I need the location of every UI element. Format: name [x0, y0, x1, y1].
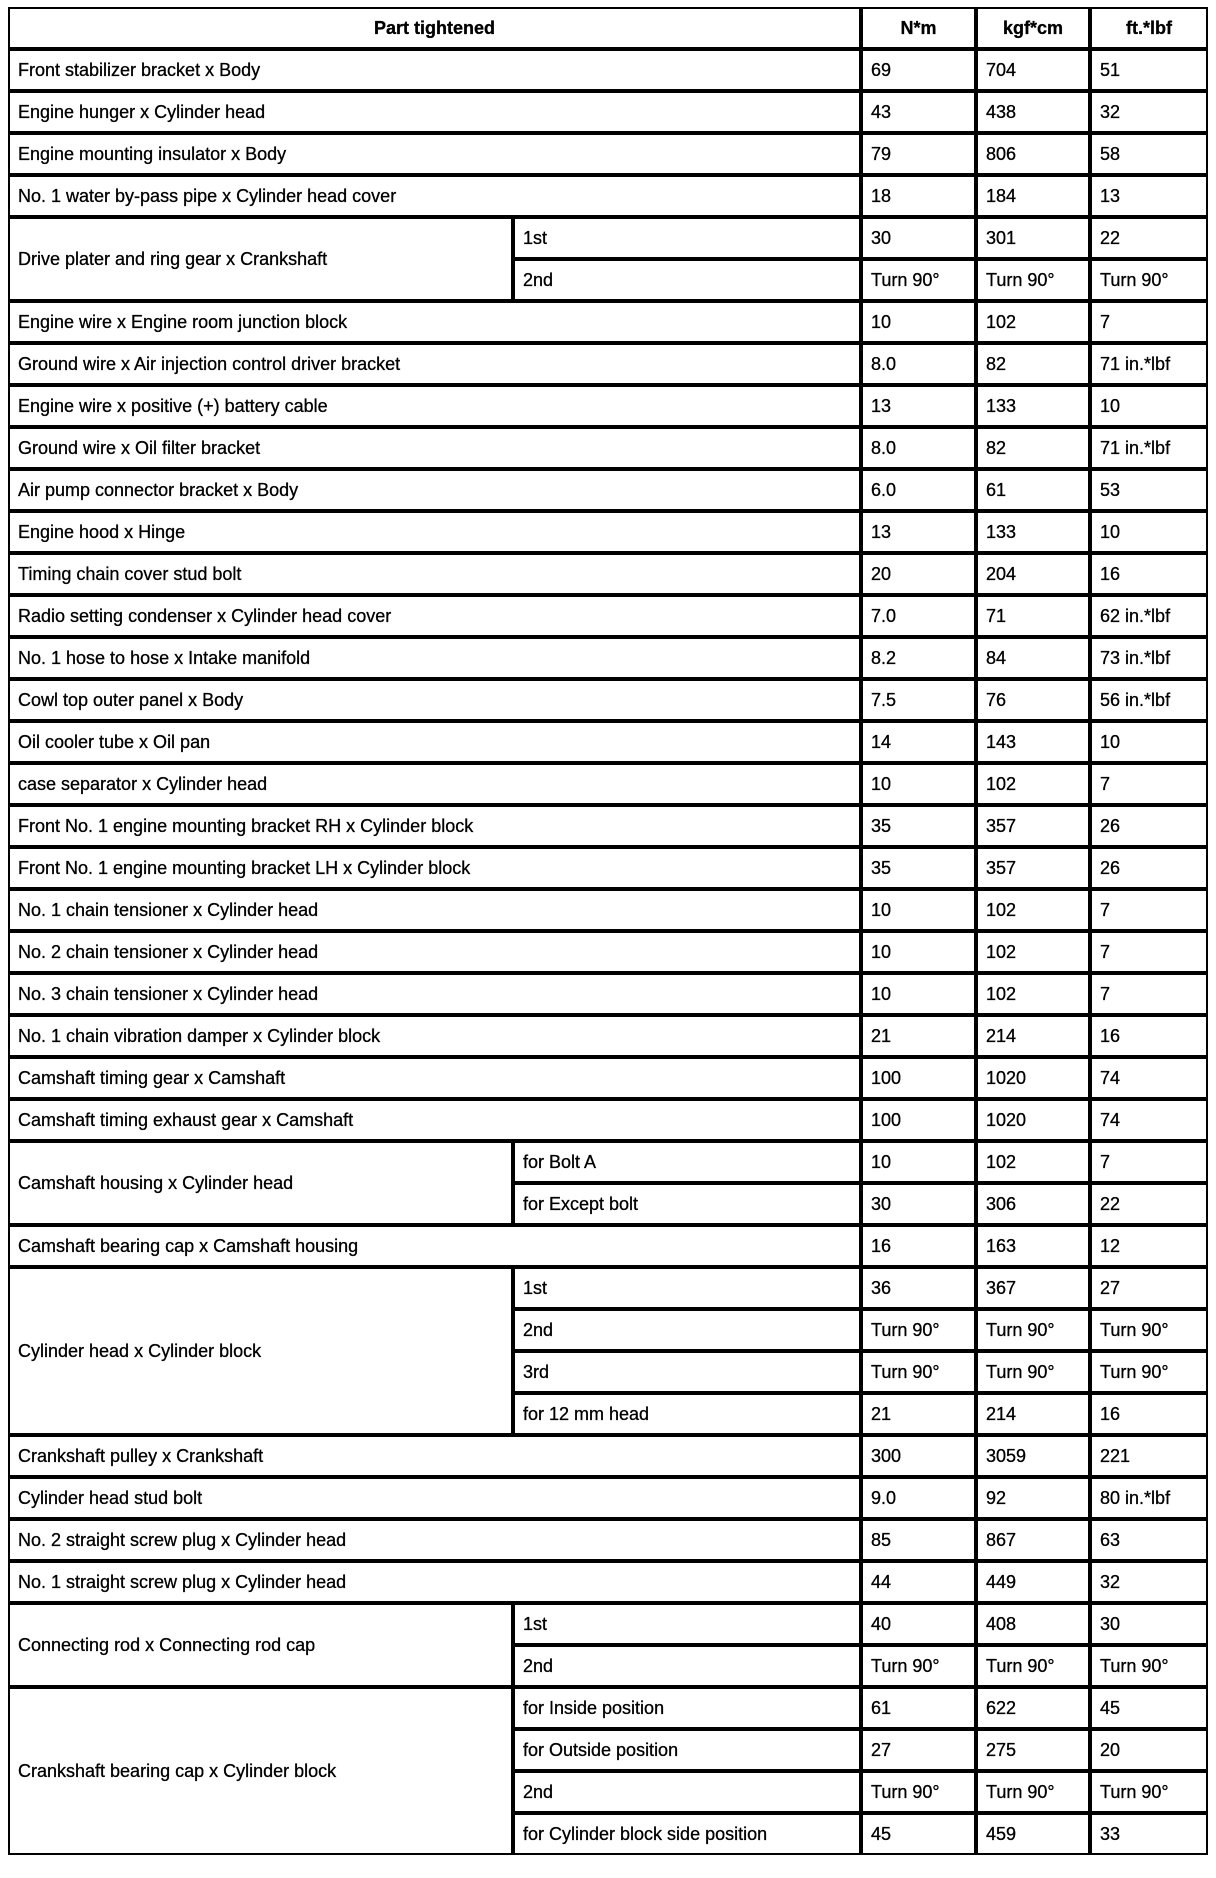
table-row	[8, 1561, 1208, 1603]
kgfcm-value-cell: 82	[976, 427, 1090, 469]
nm-value-cell: 27	[861, 1729, 976, 1771]
nm-value-cell: 18	[861, 175, 976, 217]
part-name-cell: Cylinder head x Cylinder block	[8, 1267, 513, 1435]
kgfcm-value-cell: 408	[976, 1603, 1090, 1645]
table-row	[8, 1267, 1208, 1309]
nm-value-cell: 69	[861, 49, 976, 91]
kgfcm-value-cell: 214	[976, 1393, 1090, 1435]
ftlbf-value-cell: 22	[1090, 217, 1208, 259]
part-name-cell: No. 1 straight screw plug x Cylinder head	[8, 1561, 861, 1603]
kgfcm-value-cell: 204	[976, 553, 1090, 595]
ftlbf-value-cell: Turn 90°	[1090, 1771, 1208, 1813]
part-name-cell: Front stabilizer bracket x Body	[8, 49, 861, 91]
part-name-cell: Cowl top outer panel x Body	[8, 679, 861, 721]
table-row	[8, 175, 1208, 217]
nm-value-cell: 43	[861, 91, 976, 133]
table-row	[8, 1015, 1208, 1057]
part-name-cell: Camshaft bearing cap x Camshaft housing	[8, 1225, 861, 1267]
nm-value-cell: 14	[861, 721, 976, 763]
ftlbf-value-cell: 16	[1090, 1393, 1208, 1435]
part-name-cell: Camshaft timing exhaust gear x Camshaft	[8, 1099, 861, 1141]
kgfcm-value-cell: 163	[976, 1225, 1090, 1267]
part-name-cell: No. 2 straight screw plug x Cylinder head	[8, 1519, 861, 1561]
part-name-cell: No. 1 chain vibration damper x Cylinder block	[8, 1015, 861, 1057]
kgfcm-value-cell: 92	[976, 1477, 1090, 1519]
ftlbf-value-cell: 32	[1090, 1561, 1208, 1603]
table-row	[8, 889, 1208, 931]
kgfcm-value-cell: Turn 90°	[976, 1771, 1090, 1813]
stage-cell: for Except bolt	[513, 1183, 861, 1225]
table-row	[8, 49, 1208, 91]
nm-value-cell: 79	[861, 133, 976, 175]
ftlbf-value-cell: 80 in.*lbf	[1090, 1477, 1208, 1519]
kgfcm-value-cell: 367	[976, 1267, 1090, 1309]
ftlbf-value-cell: 32	[1090, 91, 1208, 133]
nm-value-cell: 30	[861, 217, 976, 259]
table-row	[8, 1099, 1208, 1141]
ftlbf-value-cell: 30	[1090, 1603, 1208, 1645]
part-name-cell: Cylinder head stud bolt	[8, 1477, 861, 1519]
torque-table-body	[8, 49, 1208, 1855]
ftlbf-value-cell: 53	[1090, 469, 1208, 511]
ftlbf-value-cell: 20	[1090, 1729, 1208, 1771]
nm-value-cell: 100	[861, 1099, 976, 1141]
part-name-cell: Engine wire x Engine room junction block	[8, 301, 861, 343]
stage-cell: for Bolt A	[513, 1141, 861, 1183]
table-row	[8, 91, 1208, 133]
nm-value-cell: 30	[861, 1183, 976, 1225]
nm-value-cell: Turn 90°	[861, 1645, 976, 1687]
stage-cell: 1st	[513, 1603, 861, 1645]
ftlbf-value-cell: 7	[1090, 931, 1208, 973]
part-name-cell: Engine hood x Hinge	[8, 511, 861, 553]
kgfcm-value-cell: 306	[976, 1183, 1090, 1225]
col-header-part-tightened: Part tightened	[8, 7, 861, 49]
ftlbf-value-cell: 27	[1090, 1267, 1208, 1309]
kgfcm-value-cell: 102	[976, 889, 1090, 931]
kgfcm-value-cell: Turn 90°	[976, 1309, 1090, 1351]
part-name-cell: Engine mounting insulator x Body	[8, 133, 861, 175]
ftlbf-value-cell: Turn 90°	[1090, 1351, 1208, 1393]
table-row	[8, 385, 1208, 427]
table-row	[8, 343, 1208, 385]
nm-value-cell: 36	[861, 1267, 976, 1309]
table-row	[8, 1141, 1208, 1183]
part-name-cell: Crankshaft bearing cap x Cylinder block	[8, 1687, 513, 1855]
nm-value-cell: 61	[861, 1687, 976, 1729]
table-row	[8, 1519, 1208, 1561]
ftlbf-value-cell: 74	[1090, 1099, 1208, 1141]
part-name-cell: No. 1 hose to hose x Intake manifold	[8, 637, 861, 679]
kgfcm-value-cell: 71	[976, 595, 1090, 637]
part-name-cell: Air pump connector bracket x Body	[8, 469, 861, 511]
ftlbf-value-cell: Turn 90°	[1090, 1309, 1208, 1351]
stage-cell: 2nd	[513, 1645, 861, 1687]
nm-value-cell: Turn 90°	[861, 1351, 976, 1393]
nm-value-cell: 7.5	[861, 679, 976, 721]
kgfcm-value-cell: Turn 90°	[976, 1645, 1090, 1687]
kgfcm-value-cell: 459	[976, 1813, 1090, 1855]
table-row	[8, 301, 1208, 343]
part-name-cell: Engine hunger x Cylinder head	[8, 91, 861, 133]
nm-value-cell: 10	[861, 763, 976, 805]
nm-value-cell: 8.2	[861, 637, 976, 679]
ftlbf-value-cell: 7	[1090, 889, 1208, 931]
nm-value-cell: 35	[861, 805, 976, 847]
nm-value-cell: Turn 90°	[861, 1309, 976, 1351]
stage-cell: for Inside position	[513, 1687, 861, 1729]
part-name-cell: No. 3 chain tensioner x Cylinder head	[8, 973, 861, 1015]
nm-value-cell: 8.0	[861, 343, 976, 385]
kgfcm-value-cell: 438	[976, 91, 1090, 133]
nm-value-cell: 10	[861, 1141, 976, 1183]
nm-value-cell: Turn 90°	[861, 259, 976, 301]
table-row	[8, 973, 1208, 1015]
stage-cell: 3rd	[513, 1351, 861, 1393]
table-row	[8, 1225, 1208, 1267]
nm-value-cell: 13	[861, 511, 976, 553]
stage-cell: 2nd	[513, 259, 861, 301]
part-name-cell: Front No. 1 engine mounting bracket LH x Cylinder block	[8, 847, 861, 889]
kgfcm-value-cell: 867	[976, 1519, 1090, 1561]
ftlbf-value-cell: 56 in.*lbf	[1090, 679, 1208, 721]
part-name-cell: Engine wire x positive (+) battery cable	[8, 385, 861, 427]
nm-value-cell: 85	[861, 1519, 976, 1561]
part-name-cell: Oil cooler tube x Oil pan	[8, 721, 861, 763]
part-name-cell: Crankshaft pulley x Crankshaft	[8, 1435, 861, 1477]
table-row	[8, 805, 1208, 847]
part-name-cell: Radio setting condenser x Cylinder head cover	[8, 595, 861, 637]
kgfcm-value-cell: Turn 90°	[976, 259, 1090, 301]
table-row	[8, 637, 1208, 679]
col-header-nm: N*m	[861, 7, 976, 49]
part-name-cell: No. 1 water by-pass pipe x Cylinder head cover	[8, 175, 861, 217]
kgfcm-value-cell: 102	[976, 1141, 1090, 1183]
table-row	[8, 1477, 1208, 1519]
stage-cell: 1st	[513, 1267, 861, 1309]
kgfcm-value-cell: 133	[976, 511, 1090, 553]
table-row	[8, 679, 1208, 721]
part-name-cell: Ground wire x Air injection control driver bracket	[8, 343, 861, 385]
nm-value-cell: 20	[861, 553, 976, 595]
kgfcm-value-cell: 1020	[976, 1057, 1090, 1099]
kgfcm-value-cell: 449	[976, 1561, 1090, 1603]
ftlbf-value-cell: 16	[1090, 553, 1208, 595]
table-row	[8, 763, 1208, 805]
nm-value-cell: 100	[861, 1057, 976, 1099]
ftlbf-value-cell: 12	[1090, 1225, 1208, 1267]
nm-value-cell: 10	[861, 931, 976, 973]
kgfcm-value-cell: 357	[976, 805, 1090, 847]
kgfcm-value-cell: 76	[976, 679, 1090, 721]
nm-value-cell: 8.0	[861, 427, 976, 469]
part-name-cell: Ground wire x Oil filter bracket	[8, 427, 861, 469]
ftlbf-value-cell: 26	[1090, 805, 1208, 847]
kgfcm-value-cell: 61	[976, 469, 1090, 511]
table-row	[8, 847, 1208, 889]
table-row	[8, 931, 1208, 973]
ftlbf-value-cell: 33	[1090, 1813, 1208, 1855]
kgfcm-value-cell: 102	[976, 973, 1090, 1015]
table-row	[8, 469, 1208, 511]
ftlbf-value-cell: 10	[1090, 721, 1208, 763]
nm-value-cell: 7.0	[861, 595, 976, 637]
nm-value-cell: Turn 90°	[861, 1771, 976, 1813]
col-header-ftlbf: ft.*lbf	[1090, 7, 1208, 49]
nm-value-cell: 44	[861, 1561, 976, 1603]
part-name-cell: No. 2 chain tensioner x Cylinder head	[8, 931, 861, 973]
ftlbf-value-cell: 10	[1090, 511, 1208, 553]
table-row	[8, 511, 1208, 553]
ftlbf-value-cell: 73 in.*lbf	[1090, 637, 1208, 679]
nm-value-cell: 10	[861, 301, 976, 343]
table-row	[8, 427, 1208, 469]
nm-value-cell: 9.0	[861, 1477, 976, 1519]
kgfcm-value-cell: 301	[976, 217, 1090, 259]
table-row	[8, 1435, 1208, 1477]
kgfcm-value-cell: 102	[976, 301, 1090, 343]
ftlbf-value-cell: 10	[1090, 385, 1208, 427]
table-row	[8, 1603, 1208, 1645]
table-row	[8, 133, 1208, 175]
ftlbf-value-cell: 7	[1090, 301, 1208, 343]
kgfcm-value-cell: 1020	[976, 1099, 1090, 1141]
stage-cell: 2nd	[513, 1771, 861, 1813]
kgfcm-value-cell: 102	[976, 763, 1090, 805]
ftlbf-value-cell: 63	[1090, 1519, 1208, 1561]
stage-cell: for Cylinder block side position	[513, 1813, 861, 1855]
nm-value-cell: 6.0	[861, 469, 976, 511]
part-name-cell: Timing chain cover stud bolt	[8, 553, 861, 595]
kgfcm-value-cell: 622	[976, 1687, 1090, 1729]
stage-cell: 2nd	[513, 1309, 861, 1351]
kgfcm-value-cell: 806	[976, 133, 1090, 175]
stage-cell: for Outside position	[513, 1729, 861, 1771]
ftlbf-value-cell: Turn 90°	[1090, 259, 1208, 301]
stage-cell: for 12 mm head	[513, 1393, 861, 1435]
part-name-cell: Front No. 1 engine mounting bracket RH x Cylinder block	[8, 805, 861, 847]
table-row	[8, 595, 1208, 637]
ftlbf-value-cell: 62 in.*lbf	[1090, 595, 1208, 637]
kgfcm-value-cell: 357	[976, 847, 1090, 889]
torque-spec-table	[8, 7, 1208, 1855]
ftlbf-value-cell: 71 in.*lbf	[1090, 343, 1208, 385]
stage-cell: 1st	[513, 217, 861, 259]
ftlbf-value-cell: 58	[1090, 133, 1208, 175]
ftlbf-value-cell: 26	[1090, 847, 1208, 889]
ftlbf-value-cell: 16	[1090, 1015, 1208, 1057]
header-row	[8, 7, 1208, 49]
kgfcm-value-cell: 3059	[976, 1435, 1090, 1477]
ftlbf-value-cell: 221	[1090, 1435, 1208, 1477]
ftlbf-value-cell: 7	[1090, 973, 1208, 1015]
kgfcm-value-cell: 184	[976, 175, 1090, 217]
part-name-cell: Camshaft housing x Cylinder head	[8, 1141, 513, 1225]
kgfcm-value-cell: 84	[976, 637, 1090, 679]
nm-value-cell: 21	[861, 1015, 976, 1057]
table-row	[8, 217, 1208, 259]
nm-value-cell: 40	[861, 1603, 976, 1645]
nm-value-cell: 300	[861, 1435, 976, 1477]
kgfcm-value-cell: 704	[976, 49, 1090, 91]
nm-value-cell: 16	[861, 1225, 976, 1267]
kgfcm-value-cell: 133	[976, 385, 1090, 427]
ftlbf-value-cell: 7	[1090, 1141, 1208, 1183]
part-name-cell: Connecting rod x Connecting rod cap	[8, 1603, 513, 1687]
nm-value-cell: 10	[861, 973, 976, 1015]
ftlbf-value-cell: 13	[1090, 175, 1208, 217]
kgfcm-value-cell: 102	[976, 931, 1090, 973]
table-row	[8, 721, 1208, 763]
kgfcm-value-cell: 275	[976, 1729, 1090, 1771]
col-header-kgfcm: kgf*cm	[976, 7, 1090, 49]
part-name-cell: Camshaft timing gear x Camshaft	[8, 1057, 861, 1099]
part-name-cell: case separator x Cylinder head	[8, 763, 861, 805]
nm-value-cell: 10	[861, 889, 976, 931]
ftlbf-value-cell: 22	[1090, 1183, 1208, 1225]
nm-value-cell: 13	[861, 385, 976, 427]
ftlbf-value-cell: 74	[1090, 1057, 1208, 1099]
ftlbf-value-cell: 7	[1090, 763, 1208, 805]
part-name-cell: No. 1 chain tensioner x Cylinder head	[8, 889, 861, 931]
nm-value-cell: 35	[861, 847, 976, 889]
nm-value-cell: 45	[861, 1813, 976, 1855]
kgfcm-value-cell: 82	[976, 343, 1090, 385]
kgfcm-value-cell: 214	[976, 1015, 1090, 1057]
table-row	[8, 1687, 1208, 1729]
kgfcm-value-cell: Turn 90°	[976, 1351, 1090, 1393]
table-row	[8, 553, 1208, 595]
ftlbf-value-cell: 45	[1090, 1687, 1208, 1729]
table-row	[8, 1057, 1208, 1099]
ftlbf-value-cell: 51	[1090, 49, 1208, 91]
part-name-cell: Drive plater and ring gear x Crankshaft	[8, 217, 513, 301]
kgfcm-value-cell: 143	[976, 721, 1090, 763]
ftlbf-value-cell: Turn 90°	[1090, 1645, 1208, 1687]
ftlbf-value-cell: 71 in.*lbf	[1090, 427, 1208, 469]
nm-value-cell: 21	[861, 1393, 976, 1435]
